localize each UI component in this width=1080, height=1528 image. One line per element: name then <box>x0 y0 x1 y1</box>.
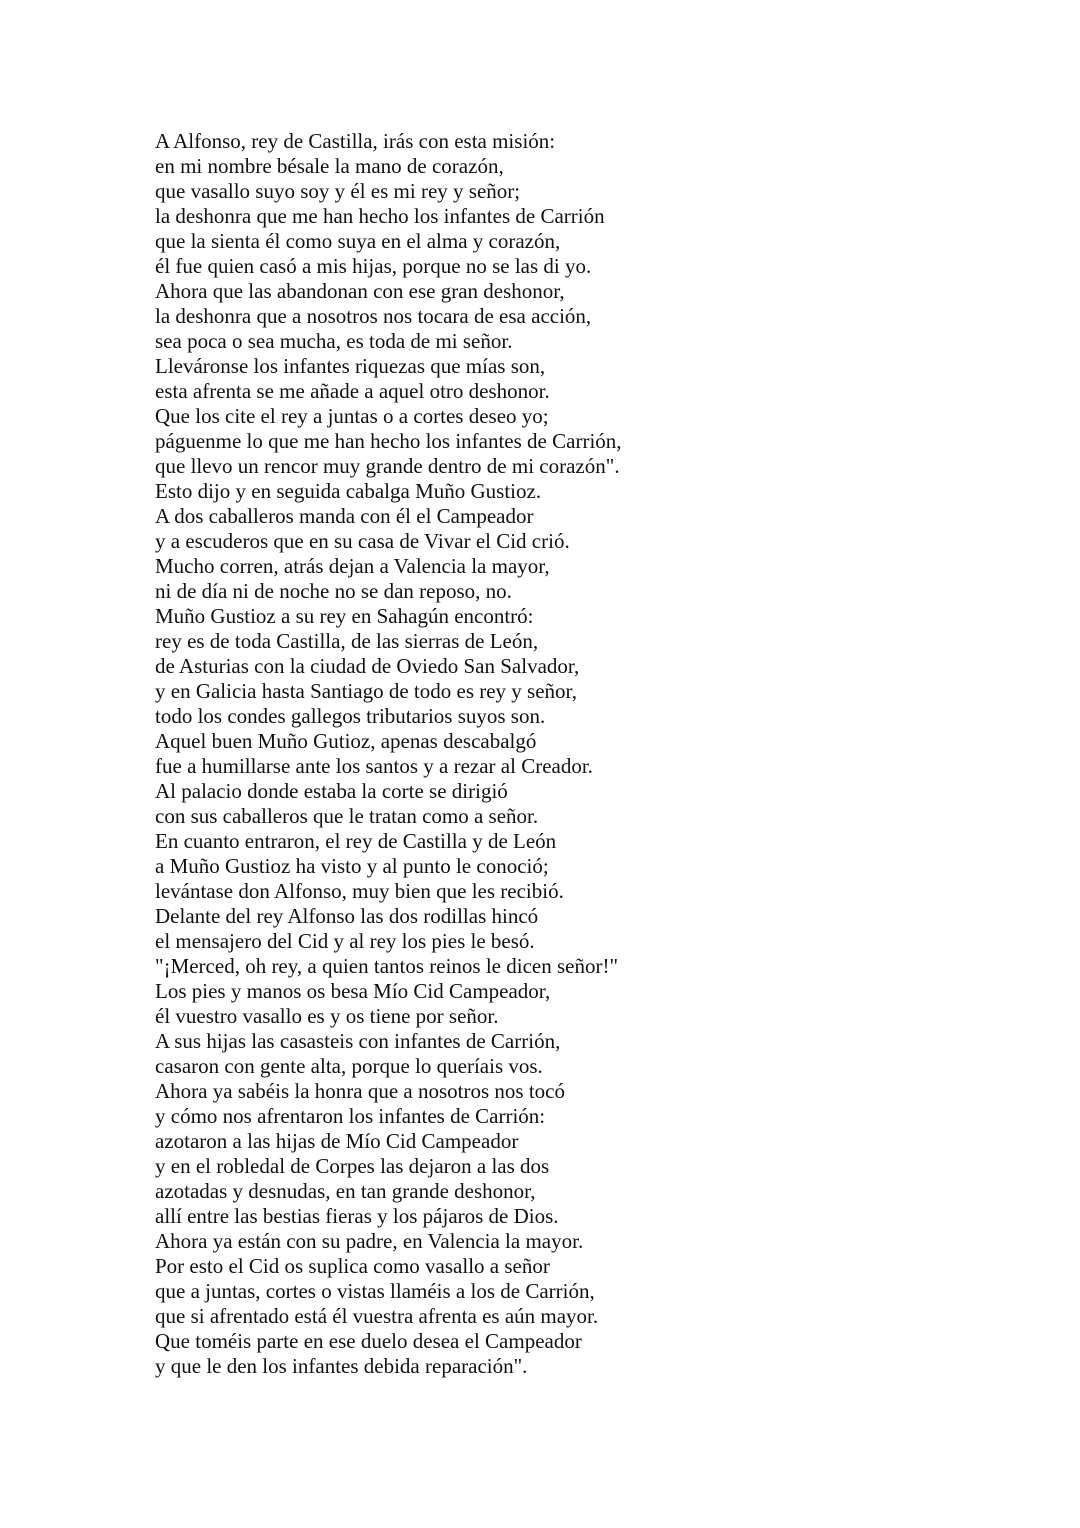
verse-line: Delante del rey Alfonso las dos rodillas hincó <box>155 904 539 928</box>
verse-line: Mucho corren, atrás dejan a Valencia la mayor, <box>155 554 550 578</box>
verse-line: de Asturias con la ciudad de Oviedo San Salvador, <box>155 654 580 678</box>
verse-line: él vuestro vasallo es y os tiene por señor. <box>155 1004 499 1028</box>
verse-line: En cuanto entraron, el rey de Castilla y de León <box>155 829 557 853</box>
verse-line: ni de día ni de noche no se dan reposo, no. <box>155 579 512 603</box>
verse-line: con sus caballeros que le tratan como a señor. <box>155 804 539 828</box>
verse-line: todo los condes gallegos tributarios suyos son. <box>155 704 546 728</box>
verse-line: casaron con gente alta, porque lo queríais vos. <box>155 1054 543 1078</box>
verse-line: que llevo un rencor muy grande dentro de mi corazón". <box>155 454 620 478</box>
verse-line: la deshonra que a nosotros nos tocara de esa acción, <box>155 304 592 328</box>
verse-line: Por esto el Cid os suplica como vasallo a señor <box>155 1254 550 1278</box>
verse-line: Al palacio donde estaba la corte se dirigió <box>155 779 508 803</box>
verse-line: fue a humillarse ante los santos y a rezar al Creador. <box>155 754 593 778</box>
verse-line: a Muño Gustioz ha visto y al punto le conoció; <box>155 854 549 878</box>
verse-line: y en el robledal de Corpes las dejaron a las dos <box>155 1154 550 1178</box>
verse-line: Ahora ya sabéis la honra que a nosotros nos tocó <box>155 1079 565 1103</box>
verse-line: y a escuderos que en su casa de Vivar el Cid crió. <box>155 529 570 553</box>
verse-line: que a juntas, cortes o vistas llaméis a los de Carrión, <box>155 1279 595 1303</box>
verse-line: páguenme lo que me han hecho los infantes de Carrión, <box>155 429 622 453</box>
verse-line: azotadas y desnudas, en tan grande deshonor, <box>155 1179 536 1203</box>
verse-line: azotaron a las hijas de Mío Cid Campeador <box>155 1129 519 1153</box>
verse-line: Lleváronse los infantes riquezas que mías son, <box>155 354 546 378</box>
verse-line: él fue quien casó a mis hijas, porque no se las di yo. <box>155 254 592 278</box>
verse-line: y que le den los infantes debida reparación". <box>155 1354 528 1378</box>
verse-line: Esto dijo y en seguida cabalga Muño Gustioz. <box>155 479 542 503</box>
verse-line: levántase don Alfonso, muy bien que les recibió. <box>155 879 564 903</box>
verse-line: esta afrenta se me añade a aquel otro deshonor. <box>155 379 550 403</box>
verse-line: "¡Merced, oh rey, a quien tantos reinos le dicen señor!" <box>155 954 619 978</box>
verse-line: Ahora ya están con su padre, en Valencia la mayor. <box>155 1229 584 1253</box>
poem-text <box>155 129 1035 1379</box>
verse-line: que la sienta él como suya en el alma y corazón, <box>155 229 561 253</box>
verse-line: que vasallo suyo soy y él es mi rey y señor; <box>155 179 521 203</box>
verse-line: y en Galicia hasta Santiago de todo es rey y señor, <box>155 679 577 703</box>
verse-line: A sus hijas las casasteis con infantes de Carrión, <box>155 1029 561 1053</box>
verse-line: y cómo nos afrentaron los infantes de Carrión: <box>155 1104 546 1128</box>
verse-line: A dos caballeros manda con él el Campeador <box>155 504 534 528</box>
verse-line: sea poca o sea mucha, es toda de mi señor. <box>155 329 513 353</box>
verse-line: Que toméis parte en ese duelo desea el Campeador <box>155 1329 582 1353</box>
verse-line: Los pies y manos os besa Mío Cid Campeador, <box>155 979 551 1003</box>
verse-line: el mensajero del Cid y al rey los pies le besó. <box>155 929 535 953</box>
verse-line: Ahora que las abandonan con ese gran deshonor, <box>155 279 565 303</box>
verse-line: Aquel buen Muño Gutioz, apenas descabalgó <box>155 729 537 753</box>
verse-line: Que los cite el rey a juntas o a cortes deseo yo; <box>155 404 549 428</box>
verse-line: Muño Gustioz a su rey en Sahagún encontró: <box>155 604 534 628</box>
verse-line: A Alfonso, rey de Castilla, irás con esta misión: <box>155 129 556 153</box>
verse-line: que si afrentado está él vuestra afrenta es aún mayor. <box>155 1304 599 1328</box>
verse-line: en mi nombre bésale la mano de corazón, <box>155 154 504 178</box>
verse-line: allí entre las bestias fieras y los pájaros de Dios. <box>155 1204 559 1228</box>
verse-line: rey es de toda Castilla, de las sierras de León, <box>155 629 539 653</box>
verse-line: la deshonra que me han hecho los infantes de Carrión <box>155 204 605 228</box>
